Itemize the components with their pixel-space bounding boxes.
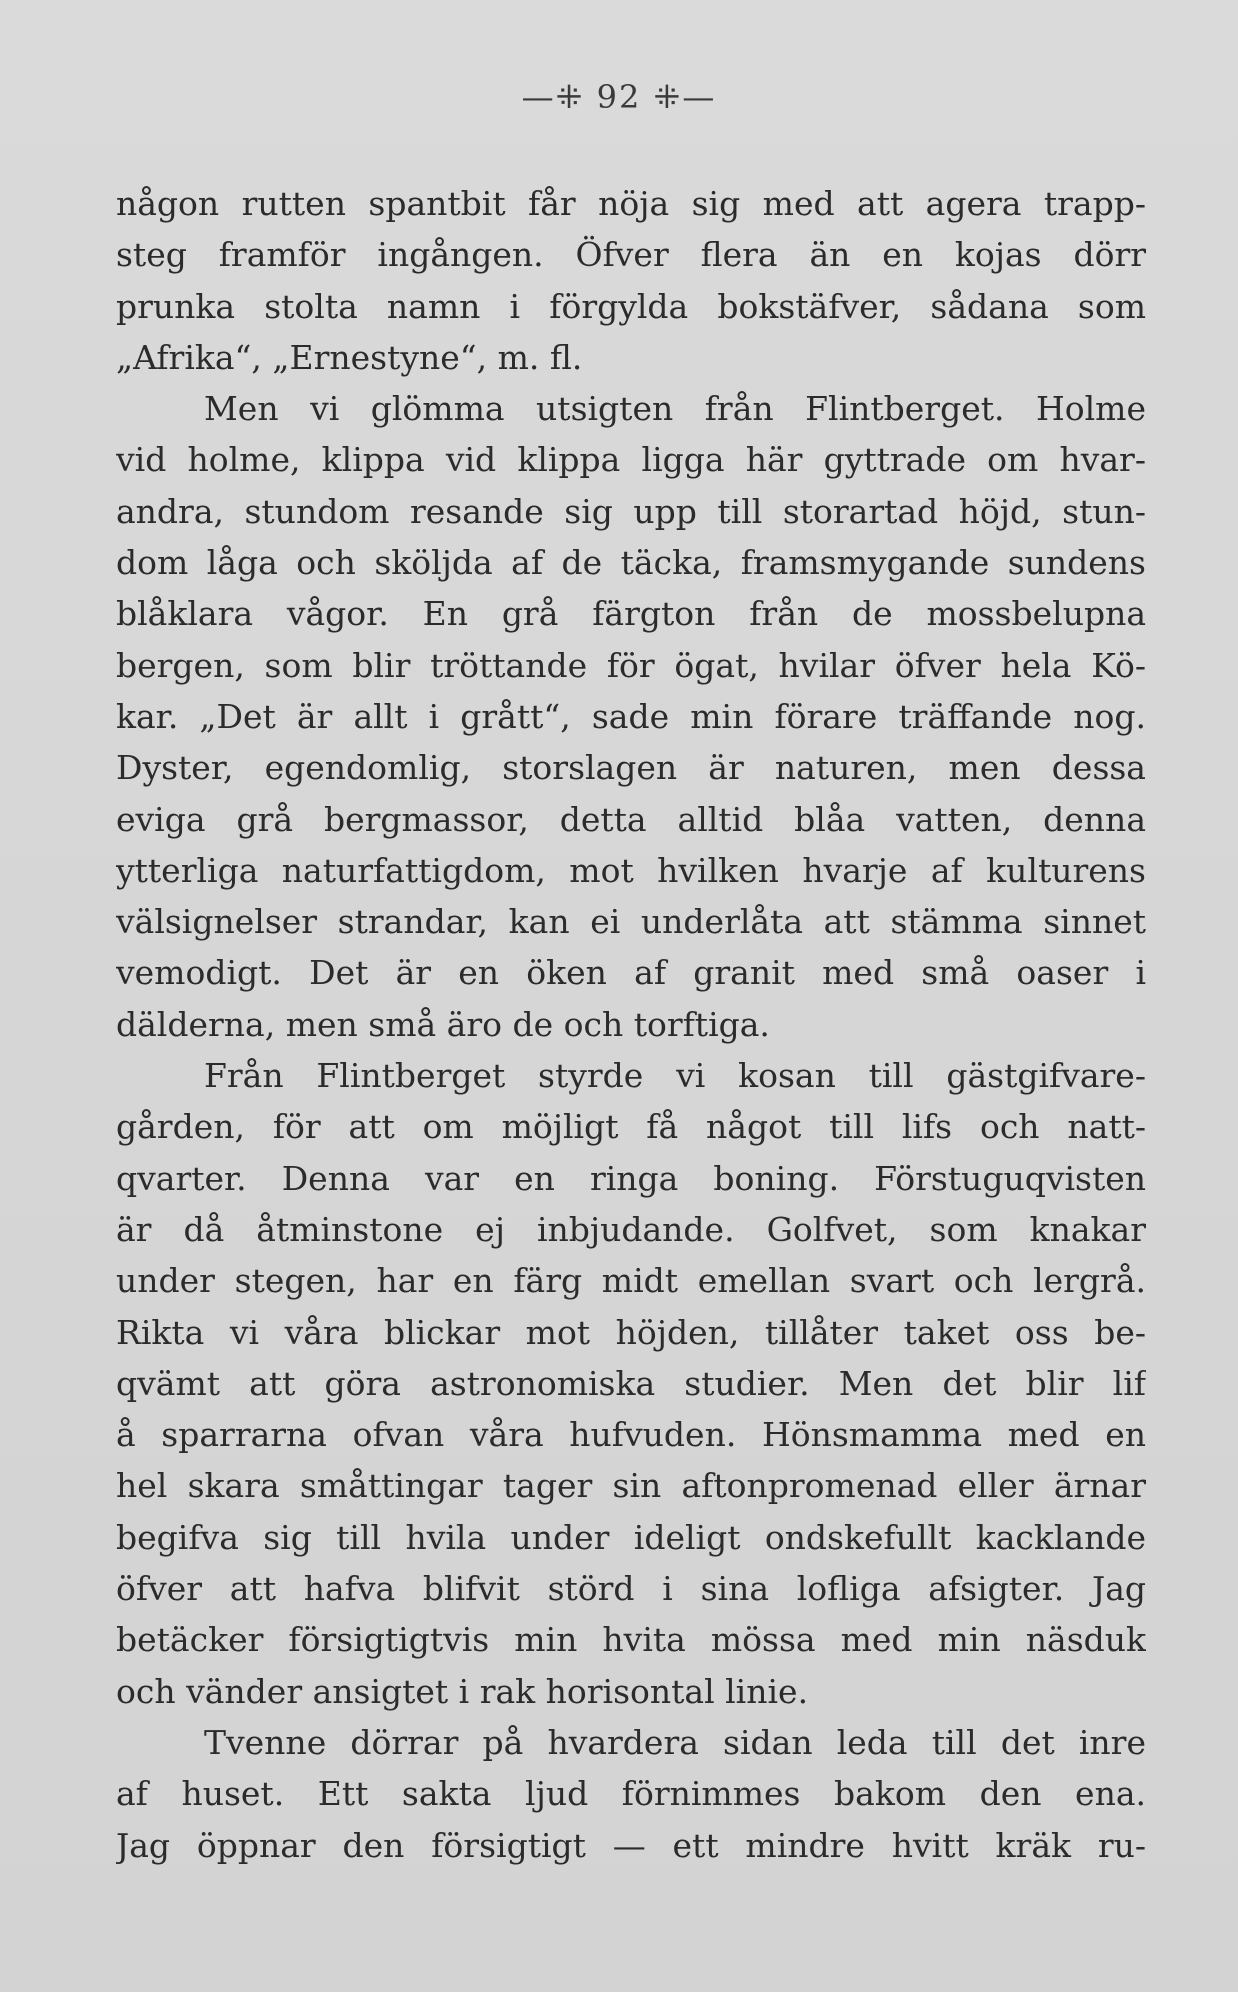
text-line: och vänder ansigtet i rak horisontal linie.	[116, 1671, 809, 1711]
text-line: dälderna, men små äro de och torftiga.	[116, 1004, 770, 1044]
page-number-header: —⁜ 92 ⁜—	[521, 78, 717, 116]
text-line: qvarter. Denna var en ringa boning. Förstuguqvisten	[116, 1158, 1146, 1198]
text-line: vemodigt. Det är en öken af granit med små oaser i	[116, 953, 1146, 993]
text-line: hel skara småttingar tager sin aftonpromenad eller ärnar	[116, 1466, 1146, 1506]
text-line: Dyster, egendomlig, storslagen är naturen, men dessa	[116, 748, 1146, 788]
text-line: å sparrarna ofvan våra hufvuden. Hönsmamma med en	[116, 1415, 1146, 1455]
text-line: blåklara vågor. En grå färgton från de mossbelupna	[116, 594, 1146, 634]
text-line: gården, för att om möjligt få något till lifs och natt-	[116, 1107, 1146, 1147]
text-line: Tvenne dörrar på hvardera sidan leda till det inre	[204, 1722, 1146, 1762]
text-line: under stegen, har en färg midt emellan svart och lergrå.	[116, 1261, 1146, 1301]
text-line: qvämt att göra astronomiska studier. Men det blir lif	[116, 1363, 1146, 1403]
text-line: dom låga och sköljda af de täcka, framsmygande sundens	[116, 543, 1146, 583]
text-line: bergen, som blir tröttande för ögat, hvilar öfver hela Kö-	[116, 645, 1146, 685]
text-line: Från Flintberget styrde vi kosan till gästgifvare-	[204, 1056, 1146, 1096]
text-line: begifva sig till hvila under ideligt ondskefullt kacklande	[116, 1517, 1146, 1557]
text-line: af huset. Ett sakta ljud förnimmes bakom den ena.	[116, 1774, 1146, 1814]
text-line: ytterliga naturfattigdom, mot hvilken hvarje af kulturens	[116, 850, 1146, 890]
text-line: betäcker försigtigtvis min hvita mössa med min näsduk	[116, 1620, 1146, 1660]
text-line: „Afrika“, „Ernestyne“, m. fl.	[116, 337, 583, 377]
text-line: Men vi glömma utsigten från Flintberget. Holme	[204, 389, 1146, 429]
text-line: är då åtminstone ej inbjudande. Golfvet, som knakar	[116, 1209, 1146, 1249]
text-line: kar. „Det är allt i grått“, sade min förare träffande nog.	[116, 696, 1146, 736]
text-line: prunka stolta namn i förgylda bokstäfver, sådana som	[116, 286, 1146, 326]
text-line: eviga grå bergmassor, detta alltid blåa vatten, denna	[116, 799, 1146, 839]
text-line: steg framför ingången. Öfver flera än en kojas dörr	[116, 235, 1146, 275]
text-line: välsignelser strandar, kan ei underlåta att stämma sinnet	[116, 902, 1146, 942]
page-body-text	[116, 178, 1146, 1871]
text-line: öfver att hafva blifvit störd i sina lofliga afsigter. Jag	[116, 1569, 1146, 1609]
text-line: Jag öppnar den försigtigt — ett mindre hvitt kräk ru-	[116, 1825, 1146, 1865]
text-line: vid holme, klippa vid klippa ligga här gyttrade om hvar-	[116, 440, 1146, 480]
text-line: någon rutten spantbit får nöja sig med att agera trapp-	[116, 184, 1146, 223]
text-line: andra, stundom resande sig upp till storartad höjd, stun-	[116, 491, 1146, 531]
text-line: Rikta vi våra blickar mot höjden, tillåter taket oss be-	[116, 1312, 1146, 1352]
